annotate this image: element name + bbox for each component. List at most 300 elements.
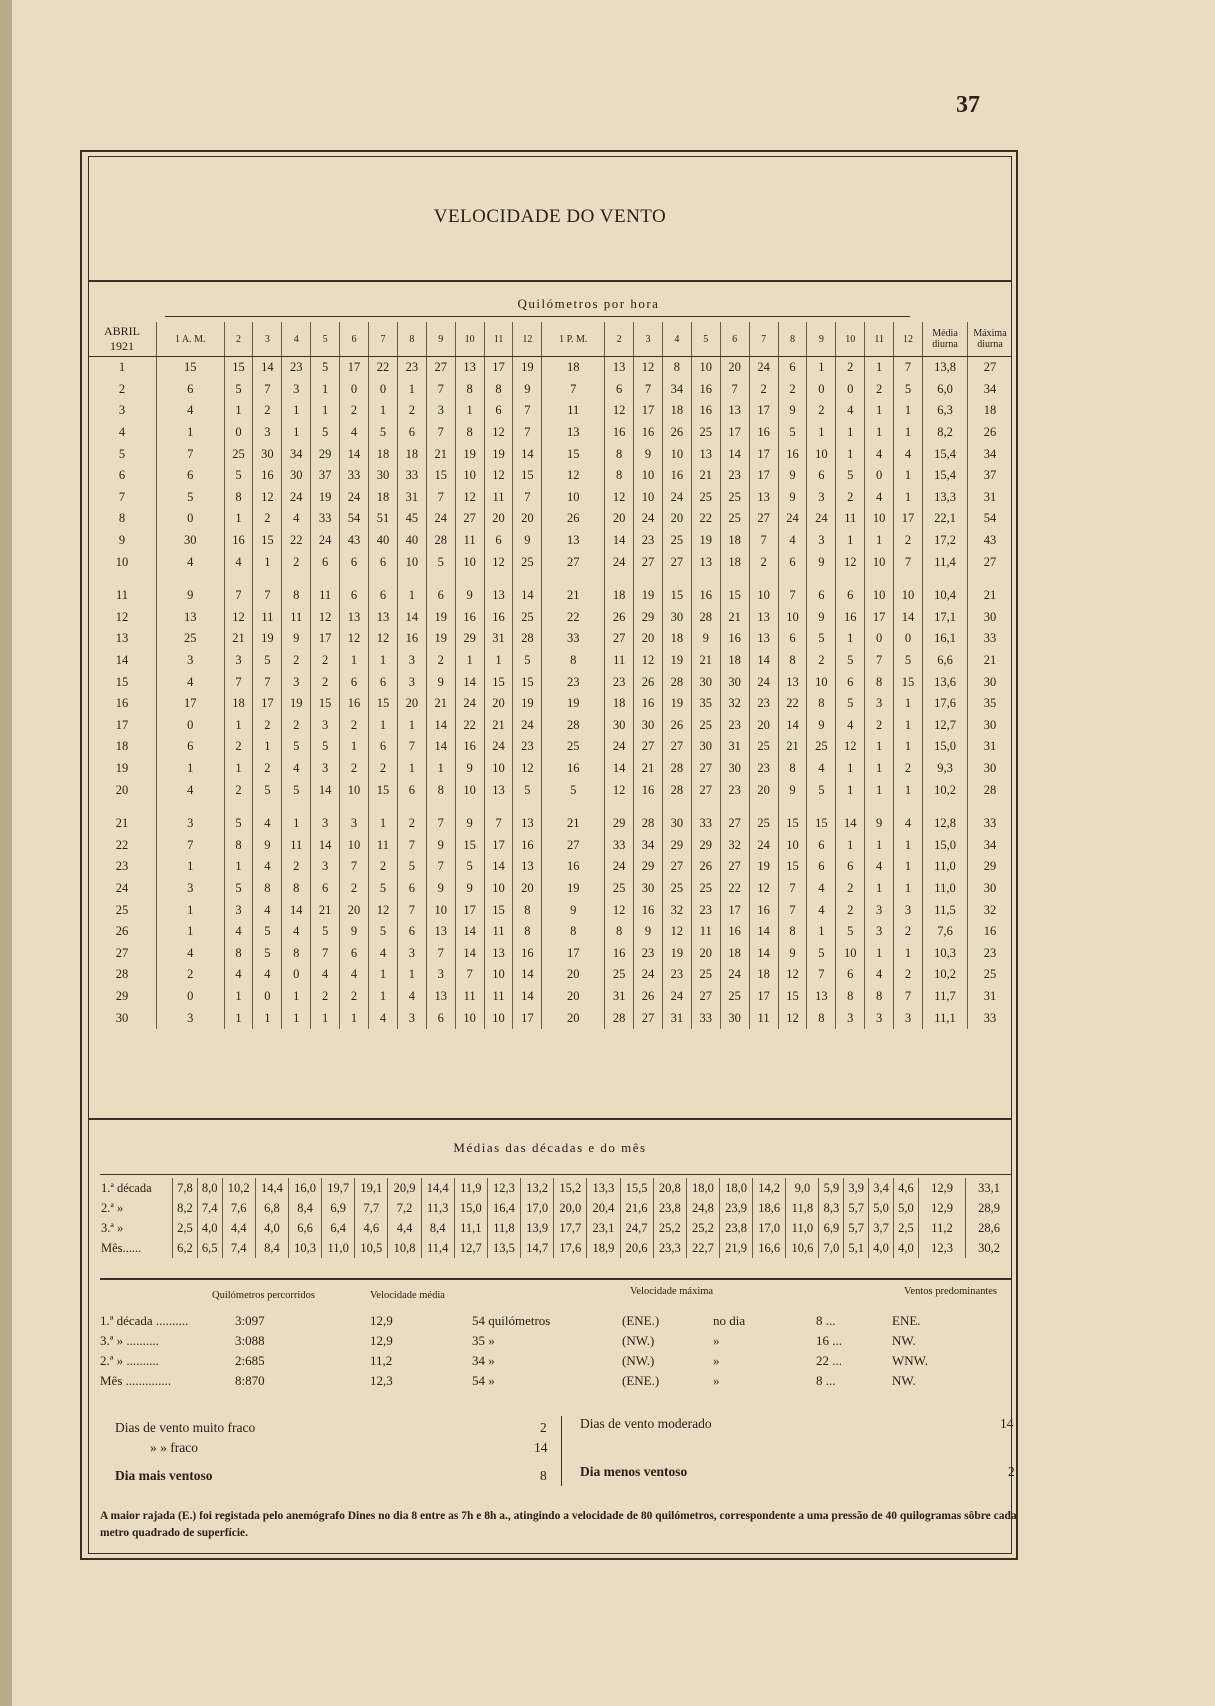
decade-hour-mean: 5,9 bbox=[819, 1178, 844, 1198]
hourly-value: 19 bbox=[542, 878, 605, 900]
hourly-value: 25 bbox=[605, 878, 634, 900]
hourly-value: 10 bbox=[749, 585, 778, 607]
table-row bbox=[88, 856, 1012, 878]
moderate-wind-label: Dias de vento moderado bbox=[580, 1416, 712, 1431]
hourly-value: 4 bbox=[807, 878, 836, 900]
hourly-value: 12 bbox=[369, 899, 398, 921]
day-number: 14 bbox=[115, 653, 129, 668]
decade-hour-mean: 11,8 bbox=[487, 1218, 520, 1238]
hourly-value: 11 bbox=[484, 921, 513, 943]
hourly-value: 16 bbox=[691, 400, 720, 422]
hourly-value: 15 bbox=[513, 465, 542, 487]
daily-mean: 9,3 bbox=[923, 758, 968, 780]
hourly-value: 12 bbox=[484, 551, 513, 573]
hourly-value: 2 bbox=[253, 715, 282, 737]
daily-mean: 11,5 bbox=[923, 899, 968, 921]
hourly-value: 25 bbox=[513, 551, 542, 573]
hourly-value: 4 bbox=[836, 400, 865, 422]
decade-hour-mean: 10,8 bbox=[388, 1238, 421, 1258]
daily-mean: 13,3 bbox=[923, 487, 968, 509]
hourly-value: 1 bbox=[865, 400, 894, 422]
decade-hour-mean: 14,7 bbox=[521, 1238, 554, 1258]
hourly-value: 14 bbox=[605, 758, 634, 780]
calmest-day-value: 2 bbox=[1008, 1464, 1015, 1479]
decade-hour-mean: 17,6 bbox=[554, 1238, 587, 1258]
hourly-value: 15 bbox=[513, 671, 542, 693]
hourly-value: 16 bbox=[749, 899, 778, 921]
hour-header: 11 bbox=[484, 322, 513, 357]
hourly-value: 28 bbox=[691, 607, 720, 629]
decade-hour-mean: 24,8 bbox=[686, 1198, 719, 1218]
hourly-value: 18 bbox=[605, 585, 634, 607]
hourly-value: 13 bbox=[513, 856, 542, 878]
hourly-value: 9 bbox=[513, 379, 542, 401]
hourly-value: 6 bbox=[836, 671, 865, 693]
hourly-value: 5 bbox=[836, 693, 865, 715]
hourly-value: 17 bbox=[894, 508, 923, 530]
hourly-value: 7 bbox=[513, 487, 542, 509]
decade-hour-mean: 8,4 bbox=[421, 1218, 454, 1238]
hourly-value: 24 bbox=[455, 693, 484, 715]
hour-header: 10 bbox=[836, 322, 865, 357]
hourly-value: 22 bbox=[720, 878, 749, 900]
table-row bbox=[88, 628, 1012, 650]
hourly-value: 7 bbox=[340, 856, 369, 878]
daily-max: 30 bbox=[968, 607, 1013, 629]
decade-hour-mean: 7,4 bbox=[222, 1238, 255, 1258]
hourly-value: 14 bbox=[605, 530, 634, 552]
decade-hour-mean: 19,7 bbox=[322, 1178, 355, 1198]
hourly-value: 9 bbox=[426, 671, 455, 693]
day-number: 1 bbox=[118, 360, 126, 375]
hourly-value: 1 bbox=[836, 779, 865, 801]
hourly-value: 16 bbox=[836, 607, 865, 629]
hourly-value: 4 bbox=[836, 715, 865, 737]
hourly-value: 16 bbox=[749, 422, 778, 444]
hourly-value: 28 bbox=[662, 758, 691, 780]
summary-no-dia: » bbox=[713, 1373, 720, 1388]
hourly-value: 5 bbox=[224, 379, 253, 401]
day-number: 8 bbox=[118, 511, 126, 526]
table-row bbox=[88, 878, 1012, 900]
hourly-value: 1 bbox=[865, 834, 894, 856]
decade-hour-mean: 16,6 bbox=[753, 1238, 786, 1258]
hourly-value: 3 bbox=[157, 878, 225, 900]
hourly-value: 15 bbox=[894, 671, 923, 693]
hourly-value: 14 bbox=[513, 964, 542, 986]
day-number: 30 bbox=[115, 1010, 129, 1025]
hourly-value: 3 bbox=[282, 379, 311, 401]
hourly-value: 12 bbox=[369, 628, 398, 650]
hourly-value: 24 bbox=[605, 736, 634, 758]
summary-pred: NW. bbox=[892, 1373, 916, 1388]
hourly-value: 26 bbox=[662, 715, 691, 737]
daily-max: 31 bbox=[968, 487, 1013, 509]
hourly-value: 2 bbox=[369, 758, 398, 780]
hourly-value: 1 bbox=[340, 650, 369, 672]
hourly-value: 13 bbox=[691, 443, 720, 465]
hourly-value: 1 bbox=[836, 530, 865, 552]
hourly-value: 4 bbox=[778, 530, 807, 552]
hourly-value: 17 bbox=[311, 628, 340, 650]
hourly-value: 7 bbox=[778, 899, 807, 921]
hourly-value: 6 bbox=[426, 1007, 455, 1029]
decade-hour-mean: 20,8 bbox=[653, 1178, 686, 1198]
hourly-value: 2 bbox=[282, 650, 311, 672]
hourly-value: 1 bbox=[224, 508, 253, 530]
hourly-value: 21 bbox=[691, 650, 720, 672]
decade-hour-mean: 8,4 bbox=[255, 1238, 288, 1258]
hourly-value: 6 bbox=[778, 357, 807, 379]
hourly-value: 14 bbox=[513, 986, 542, 1008]
hourly-value: 24 bbox=[662, 487, 691, 509]
hourly-value: 8 bbox=[224, 834, 253, 856]
hourly-value: 3 bbox=[894, 1007, 923, 1029]
hourly-value: 1 bbox=[894, 400, 923, 422]
hourly-value: 4 bbox=[253, 856, 282, 878]
hourly-value: 1 bbox=[369, 400, 398, 422]
hourly-value: 16 bbox=[720, 921, 749, 943]
hourly-value: 15 bbox=[157, 357, 225, 379]
hourly-value: 8 bbox=[807, 1007, 836, 1029]
hourly-value: 16 bbox=[455, 607, 484, 629]
hourly-value: 27 bbox=[455, 508, 484, 530]
hourly-value: 4 bbox=[282, 921, 311, 943]
hourly-value: 10 bbox=[397, 551, 426, 573]
hourly-value: 1 bbox=[397, 964, 426, 986]
hourly-value: 14 bbox=[397, 607, 426, 629]
hourly-value: 13 bbox=[426, 986, 455, 1008]
hourly-value: 2 bbox=[224, 736, 253, 758]
decade-hour-mean: 10,2 bbox=[222, 1178, 255, 1198]
page-number: 37 bbox=[956, 92, 980, 118]
hourly-value: 5 bbox=[455, 856, 484, 878]
decade-hour-mean: 23,9 bbox=[720, 1198, 753, 1218]
decade-hour-mean: 3,9 bbox=[844, 1178, 869, 1198]
daily-mean: 13,6 bbox=[923, 671, 968, 693]
hourly-value: 16 bbox=[662, 465, 691, 487]
hourly-value: 14 bbox=[455, 921, 484, 943]
day-number: 22 bbox=[115, 837, 129, 852]
hourly-value: 24 bbox=[720, 964, 749, 986]
decade-hour-mean: 10,3 bbox=[288, 1238, 321, 1258]
hourly-value: 20 bbox=[691, 942, 720, 964]
day-number: 9 bbox=[118, 533, 126, 548]
hourly-value: 14 bbox=[749, 921, 778, 943]
hourly-value: 8 bbox=[455, 379, 484, 401]
hourly-value: 34 bbox=[662, 379, 691, 401]
hourly-value: 30 bbox=[634, 878, 663, 900]
hourly-value: 2 bbox=[340, 715, 369, 737]
hourly-value: 15 bbox=[426, 465, 455, 487]
hourly-value: 8 bbox=[513, 899, 542, 921]
hourly-value: 14 bbox=[513, 585, 542, 607]
daily-mean: 10,4 bbox=[923, 585, 968, 607]
hourly-value: 6 bbox=[836, 585, 865, 607]
decade-hour-mean: 25,2 bbox=[653, 1218, 686, 1238]
hourly-value: 23 bbox=[720, 465, 749, 487]
hourly-value: 20 bbox=[340, 899, 369, 921]
hourly-value: 7 bbox=[542, 379, 605, 401]
hourly-value: 32 bbox=[720, 834, 749, 856]
hourly-value: 19 bbox=[662, 650, 691, 672]
decade-hour-mean: 6,9 bbox=[322, 1198, 355, 1218]
hourly-value: 24 bbox=[311, 530, 340, 552]
hourly-value: 2 bbox=[894, 964, 923, 986]
hourly-value: 9 bbox=[691, 628, 720, 650]
hourly-value: 1 bbox=[865, 942, 894, 964]
day-number: 12 bbox=[115, 609, 129, 624]
daily-mean: 13,8 bbox=[923, 357, 968, 379]
hourly-value: 7 bbox=[426, 813, 455, 835]
hourly-value: 21 bbox=[311, 899, 340, 921]
day-number: 7 bbox=[118, 489, 126, 504]
hourly-value: 5 bbox=[426, 551, 455, 573]
hourly-value: 10 bbox=[340, 779, 369, 801]
hourly-value: 8 bbox=[282, 878, 311, 900]
hourly-value: 3 bbox=[253, 422, 282, 444]
hourly-value: 40 bbox=[369, 530, 398, 552]
hourly-value: 10 bbox=[455, 551, 484, 573]
hourly-value: 24 bbox=[340, 487, 369, 509]
daily-mean: 17,1 bbox=[923, 607, 968, 629]
hourly-value: 16 bbox=[634, 779, 663, 801]
daily-mean: 6,3 bbox=[923, 400, 968, 422]
hourly-value: 25 bbox=[157, 628, 225, 650]
summary-pred: NW. bbox=[892, 1333, 916, 1348]
hourly-value: 18 bbox=[662, 628, 691, 650]
hourly-value: 12 bbox=[455, 487, 484, 509]
daily-max: 25 bbox=[968, 964, 1013, 986]
hourly-value: 54 bbox=[340, 508, 369, 530]
hourly-value: 17 bbox=[634, 400, 663, 422]
hourly-value: 1 bbox=[426, 758, 455, 780]
hourly-value: 19 bbox=[455, 443, 484, 465]
summary-dia: 8 ... bbox=[816, 1313, 836, 1328]
hourly-value: 20 bbox=[749, 715, 778, 737]
hourly-value: 40 bbox=[397, 530, 426, 552]
decade-hour-mean: 4,0 bbox=[197, 1218, 222, 1238]
month-label: ABRIL bbox=[104, 324, 140, 338]
hourly-value: 13 bbox=[513, 813, 542, 835]
table-row bbox=[88, 379, 1012, 401]
hourly-value: 2 bbox=[282, 551, 311, 573]
hourly-value: 21 bbox=[224, 628, 253, 650]
summary-media: 11,2 bbox=[370, 1353, 393, 1368]
hourly-value: 4 bbox=[865, 964, 894, 986]
hourly-value: 18 bbox=[720, 551, 749, 573]
daily-mean: 10,2 bbox=[923, 964, 968, 986]
hourly-value: 12 bbox=[605, 899, 634, 921]
decade-hour-mean: 21,9 bbox=[720, 1238, 753, 1258]
daily-max: 30 bbox=[968, 715, 1013, 737]
hourly-value: 15 bbox=[778, 856, 807, 878]
hourly-value: 12 bbox=[605, 400, 634, 422]
hourly-value: 11 bbox=[605, 650, 634, 672]
hourly-value: 4 bbox=[224, 551, 253, 573]
hourly-value: 37 bbox=[311, 465, 340, 487]
table-row bbox=[88, 986, 1012, 1008]
hourly-value: 2 bbox=[311, 671, 340, 693]
hourly-value: 10 bbox=[426, 899, 455, 921]
hourly-value: 23 bbox=[634, 530, 663, 552]
hourly-value: 6 bbox=[157, 379, 225, 401]
hourly-value: 17 bbox=[720, 899, 749, 921]
day-number: 23 bbox=[115, 859, 129, 874]
hourly-value: 25 bbox=[720, 986, 749, 1008]
prevailing-winds-header: Ventos predominantes bbox=[904, 1286, 998, 1297]
hourly-value: 25 bbox=[691, 964, 720, 986]
hourly-value: 21 bbox=[720, 607, 749, 629]
table-row bbox=[88, 607, 1012, 629]
hourly-value: 4 bbox=[369, 942, 398, 964]
hour-header: 9 bbox=[426, 322, 455, 357]
hourly-value: 18 bbox=[369, 487, 398, 509]
daily-max: 33 bbox=[968, 813, 1013, 835]
hourly-value: 12 bbox=[484, 422, 513, 444]
decade-hour-mean: 18,9 bbox=[587, 1238, 620, 1258]
hourly-value: 31 bbox=[397, 487, 426, 509]
hourly-value: 4 bbox=[253, 813, 282, 835]
hourly-value: 15 bbox=[253, 530, 282, 552]
hourly-value: 14 bbox=[778, 715, 807, 737]
decade-hour-mean: 8,4 bbox=[288, 1198, 321, 1218]
hourly-value: 16 bbox=[634, 693, 663, 715]
day-number: 4 bbox=[118, 425, 126, 440]
daily-mean: 11,1 bbox=[923, 1007, 968, 1029]
hourly-value: 12 bbox=[605, 779, 634, 801]
hourly-value: 10 bbox=[778, 607, 807, 629]
hourly-value: 4 bbox=[894, 813, 923, 835]
hourly-value: 1 bbox=[282, 422, 311, 444]
daily-mean: 15,0 bbox=[923, 834, 968, 856]
hourly-value: 27 bbox=[691, 986, 720, 1008]
hourly-value: 9 bbox=[807, 715, 836, 737]
decades-label: Médias das décadas e do mês bbox=[453, 1140, 647, 1155]
hourly-value: 6 bbox=[369, 671, 398, 693]
hourly-value: 24 bbox=[605, 551, 634, 573]
hourly-value: 7 bbox=[253, 585, 282, 607]
hourly-value: 27 bbox=[542, 834, 605, 856]
daily-mean: 17,6 bbox=[923, 693, 968, 715]
hourly-value: 1 bbox=[253, 551, 282, 573]
hourly-value: 31 bbox=[484, 628, 513, 650]
hourly-value: 28 bbox=[662, 671, 691, 693]
decade-hour-mean: 2,5 bbox=[893, 1218, 918, 1238]
table-row bbox=[88, 530, 1012, 552]
hourly-value: 2 bbox=[311, 986, 340, 1008]
hourly-value: 25 bbox=[513, 607, 542, 629]
hourly-value: 12 bbox=[253, 487, 282, 509]
table-row bbox=[88, 942, 1012, 964]
hourly-value: 2 bbox=[340, 400, 369, 422]
hourly-value: 10 bbox=[807, 671, 836, 693]
hourly-value: 5 bbox=[807, 779, 836, 801]
hourly-value: 6 bbox=[311, 878, 340, 900]
daily-max: 18 bbox=[968, 400, 1013, 422]
hourly-value: 28 bbox=[513, 628, 542, 650]
decade-hour-mean: 13,2 bbox=[521, 1178, 554, 1198]
hourly-value: 5 bbox=[224, 878, 253, 900]
decade-hour-mean: 3,7 bbox=[869, 1218, 894, 1238]
hourly-value: 10 bbox=[807, 443, 836, 465]
hourly-value: 34 bbox=[634, 834, 663, 856]
hourly-value: 25 bbox=[720, 508, 749, 530]
hourly-value: 10 bbox=[484, 964, 513, 986]
hourly-value: 7 bbox=[157, 834, 225, 856]
hourly-value: 14 bbox=[894, 607, 923, 629]
hourly-value: 5 bbox=[369, 422, 398, 444]
hourly-value: 4 bbox=[865, 443, 894, 465]
hourly-value: 26 bbox=[542, 508, 605, 530]
hourly-value: 27 bbox=[662, 856, 691, 878]
hourly-value: 7 bbox=[157, 443, 225, 465]
hourly-value: 9 bbox=[778, 942, 807, 964]
summary-max: 54 quilómetros bbox=[472, 1313, 551, 1328]
hourly-value: 7 bbox=[253, 379, 282, 401]
hourly-value: 3 bbox=[311, 715, 340, 737]
hourly-value: 6 bbox=[484, 400, 513, 422]
hourly-value: 19 bbox=[426, 607, 455, 629]
daily-max: 43 bbox=[968, 530, 1013, 552]
summary-dia: 8 ... bbox=[816, 1373, 836, 1388]
hourly-value: 5 bbox=[397, 856, 426, 878]
hourly-value: 18 bbox=[605, 693, 634, 715]
hourly-value: 13 bbox=[807, 986, 836, 1008]
hourly-value: 7 bbox=[894, 551, 923, 573]
hour-header: 5 bbox=[691, 322, 720, 357]
hour-header: 12 bbox=[894, 322, 923, 357]
day-number: 15 bbox=[115, 674, 129, 689]
hourly-value: 6 bbox=[807, 834, 836, 856]
day-number: 18 bbox=[115, 739, 129, 754]
hourly-value: 2 bbox=[749, 551, 778, 573]
hourly-value: 1 bbox=[836, 422, 865, 444]
decade-hour-mean: 15,2 bbox=[554, 1178, 587, 1198]
hourly-value: 28 bbox=[542, 715, 605, 737]
hourly-value: 7 bbox=[778, 878, 807, 900]
hourly-value: 1 bbox=[894, 693, 923, 715]
hourly-value: 1 bbox=[484, 650, 513, 672]
hourly-value: 27 bbox=[720, 856, 749, 878]
hourly-value: 5 bbox=[224, 813, 253, 835]
hourly-value: 27 bbox=[691, 779, 720, 801]
hourly-value: 15 bbox=[662, 585, 691, 607]
hourly-value: 27 bbox=[691, 758, 720, 780]
daily-max: 30 bbox=[968, 878, 1013, 900]
hour-header: 8 bbox=[397, 322, 426, 357]
hourly-value: 11 bbox=[749, 1007, 778, 1029]
hourly-value: 12 bbox=[224, 607, 253, 629]
hourly-value: 9 bbox=[282, 628, 311, 650]
hourly-value: 7 bbox=[894, 357, 923, 379]
hourly-value: 22 bbox=[542, 607, 605, 629]
gust-note: A maior rajada (E.) foi registada pelo anemógrafo Dines no dia 8 entre as 7h e 8h a., atingindo a velocidade de 80 quilómetros, correspondente a uma pressão de 40 quilogramas sôbre cada metro quadrado de superfície. bbox=[100, 1510, 1017, 1539]
hourly-value: 5 bbox=[282, 779, 311, 801]
hourly-value: 24 bbox=[282, 487, 311, 509]
hourly-value: 9 bbox=[455, 878, 484, 900]
decade-max: 33,1 bbox=[966, 1178, 1013, 1198]
daily-mean: 11,0 bbox=[923, 878, 968, 900]
decade-hour-mean: 11,0 bbox=[786, 1218, 819, 1238]
hourly-value: 11 bbox=[282, 834, 311, 856]
hourly-value: 1 bbox=[282, 813, 311, 835]
hour-header: 6 bbox=[720, 322, 749, 357]
table-row bbox=[88, 693, 1012, 715]
daily-max: 34 bbox=[968, 443, 1013, 465]
hourly-value: 7 bbox=[513, 422, 542, 444]
hourly-value: 8 bbox=[605, 921, 634, 943]
